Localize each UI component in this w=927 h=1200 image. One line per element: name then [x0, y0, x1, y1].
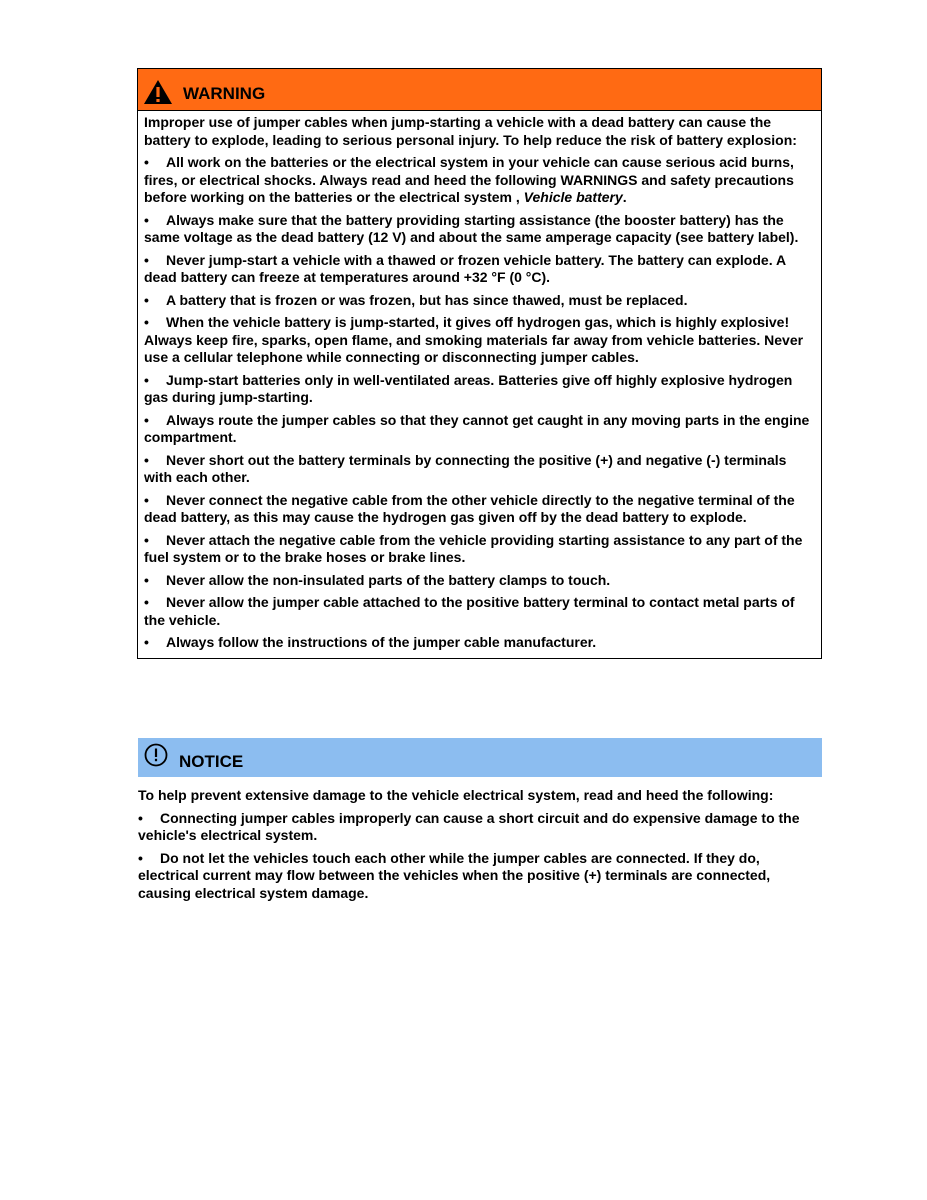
warning-item-text: Always follow the instructions of the jumper cable manufacturer. [166, 634, 597, 650]
bullet-icon: • [144, 154, 149, 170]
notice-header [138, 738, 822, 777]
notice-list-item [138, 850, 822, 903]
notice-item-text: Connecting jumper cables improperly can cause a short circuit and do expensive damage to the vehicle's electrical system. [138, 809, 800, 843]
warning-list-item [144, 372, 815, 407]
warning-list-item [144, 452, 815, 487]
bullet-icon: • [138, 849, 143, 866]
warning-item-end: . [622, 189, 627, 205]
warning-list-item [144, 412, 815, 447]
warning-box [137, 68, 822, 659]
warning-list-item [144, 532, 815, 567]
bullet-icon: • [144, 491, 149, 508]
cross-reference-link[interactable]: Vehicle battery [523, 189, 623, 205]
warning-item-text: Never short out the battery terminals by connecting the positive (+) and negative (-) terminals with each other. [144, 451, 787, 485]
bullet-icon: • [144, 291, 149, 308]
warning-item-text: Always make sure that the battery providing starting assistance (the booster battery) has the same voltage as the dead battery (12 V) and about the same amperage capacity (see battery label). [144, 211, 799, 245]
warning-list-item [144, 594, 815, 629]
notice-body [138, 787, 822, 907]
bullet-icon: • [144, 251, 149, 268]
warning-item-text: Never jump-start a vehicle with a thawed or frozen vehicle battery. The battery can explode. A dead battery can freeze at temperatures around +32 °F (0 °C). [144, 251, 786, 285]
warning-item-text: Never connect the negative cable from the other vehicle directly to the negative terminal of the dead battery, as this may cause the hydrogen gas given off by the dead battery to explode. [144, 491, 795, 525]
bullet-icon: • [144, 531, 149, 548]
warning-list-item [144, 314, 815, 367]
warning-body [138, 111, 821, 658]
warning-list-item [144, 292, 815, 310]
notice-title: NOTICE [179, 751, 244, 771]
warning-item-text: When the vehicle battery is jump-started, it gives off hydrogen gas, which is highly explosive! Always keep fire, sparks, open flame, and smoking materials far away from vehicle batteries. Never use a cellular telephone while connecting or disconnecting jumper cables. [144, 314, 804, 365]
warning-list-item [144, 252, 815, 287]
notice-list-item [138, 810, 822, 845]
bullet-icon: • [144, 411, 149, 428]
bullet-icon: • [144, 371, 149, 388]
warning-list-item [144, 492, 815, 527]
bullet-icon: • [144, 634, 149, 650]
bullet-icon: • [144, 211, 149, 228]
warning-list-item [144, 212, 815, 247]
warning-item-text: Never allow the non-insulated parts of the battery clamps to touch. [166, 571, 611, 588]
bullet-icon: • [144, 594, 149, 610]
warning-title: WARNING [183, 83, 266, 103]
warning-item-text: Always route the jumper cables so that they cannot get caught in any moving parts in the engine compartment. [144, 411, 810, 445]
warning-item-text: All work on the batteries or the electrical system in your vehicle can cause serious acid burns, fires, or electrical shocks. Always read and heed the following WARNINGS and safety precautions before working on the batteries or the electrical system , [144, 154, 794, 205]
notice-item-text: Do not let the vehicles touch each other while the jumper cables are connected. If they do, electrical current may flow between the vehicles when the positive (+) terminals are connected, causing electrical system damage. [138, 849, 771, 901]
notice-intro: To help prevent extensive damage to the vehicle electrical system, read and heed the following: [138, 787, 774, 803]
bullet-icon: • [144, 451, 149, 468]
warning-item-text: Never allow the jumper cable attached to the positive battery terminal to contact metal parts of the vehicle. [144, 594, 795, 628]
warning-triangle-icon [143, 79, 173, 105]
warning-list-item [144, 572, 815, 590]
bullet-icon: • [144, 571, 149, 588]
bullet-icon: • [144, 314, 149, 330]
warning-header [138, 69, 821, 111]
warning-list-item [144, 154, 815, 207]
notice-exclamation-circle-icon [144, 743, 168, 767]
warning-item-text: Jump-start batteries only in well-ventilated areas. Batteries give off highly explosive hydrogen gas during jump-starting. [144, 371, 793, 405]
warning-item-text: A battery that is frozen or was frozen, but has since thawed, must be replaced. [166, 291, 688, 308]
warning-item-text: Never attach the negative cable from the vehicle providing starting assistance to any part of the fuel system or to the brake hoses or brake lines. [144, 531, 803, 565]
bullet-icon: • [138, 809, 143, 826]
warning-intro: Improper use of jumper cables when jump-starting a vehicle with a dead battery can cause the battery to explode, leading to serious personal injury. To help reduce the risk of battery explosion: [144, 114, 797, 148]
warning-list-item [144, 634, 815, 652]
